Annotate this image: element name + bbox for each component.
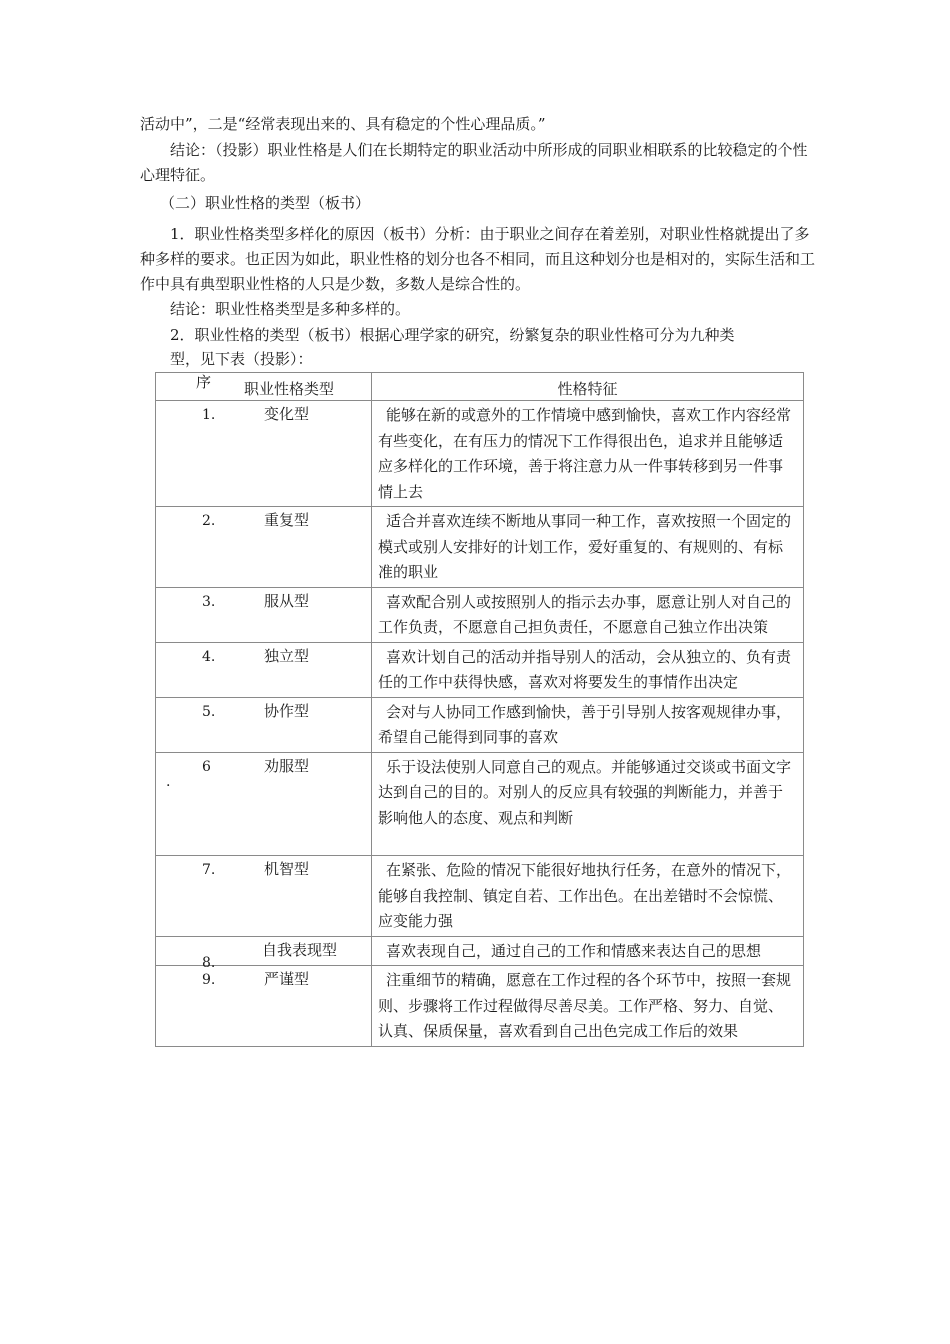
row-type: 协作型: [264, 701, 310, 720]
row-left-cell: [156, 752, 372, 856]
row-number: 9.: [202, 972, 216, 988]
paragraph-types-intro-line2: 型，见下表（投影）：: [170, 350, 313, 368]
row-trait-cell: [372, 752, 804, 856]
row-left-cell: [156, 856, 372, 937]
row-trait-cell: [372, 401, 804, 507]
paragraph-conclusion-definition: 结论：（投影）职业性格是人们在长期特定的职业活动中所形成的同职业相联系的比较稳定的个性心理特征。: [140, 141, 808, 184]
row-trait: 适合并喜欢连续不断地从事同一种工作，喜欢按照一个固定的模式或别人安排好的计划工作，爱好重复的、有规则的、有标准的职业: [378, 512, 792, 581]
row-trait: 在紧张、危险的情况下能很好地执行任务，在意外的情况下，能够自我控制、镇定自若、工作出色。在出差错时不会惊慌、应变能力强: [378, 861, 792, 930]
table-row: [156, 507, 804, 588]
row-trait-cell: [372, 856, 804, 937]
row-number: 5.: [202, 703, 216, 720]
row-trait: 乐于设法使别人同意自己的观点。并能够通过交谈或书面文字达到自己的目的。对别人的反应具有较强的判断能力，并善于影响他人的态度、观点和判断: [378, 757, 792, 827]
row-type: 重复型: [264, 511, 310, 529]
row-left-cell: [156, 401, 372, 507]
section-heading: （二）职业性格的类型（板书）: [160, 194, 371, 212]
personality-types-table: [155, 372, 804, 1047]
row-number: 7.: [202, 862, 216, 878]
row-number: 4.: [202, 648, 216, 665]
table-header-row: [156, 373, 804, 401]
row-type: 劝服型: [264, 756, 310, 775]
table-row: [156, 401, 804, 507]
row-trait-cell: [372, 966, 804, 1047]
row-trait: 喜欢配合别人或按照别人的指示去办事，愿意让别人对自己的工作负责，不愿意自己担负责任，不愿意自己独立作出决策: [378, 592, 792, 636]
row-trait-cell: [372, 587, 804, 642]
table-row: [156, 966, 804, 1047]
row-trait-cell: [372, 697, 804, 752]
table-row: [156, 642, 804, 697]
table-row: [156, 936, 804, 966]
row-type: 独立型: [264, 646, 310, 665]
row-trait: 注重细节的精确，愿意在工作过程的各个环节中，按照一套规则、步骤将工作过程做得尽善尽美。工作严格、努力、自觉、认真、保质保量，喜欢看到自己出色完成工作后的效果: [378, 971, 792, 1040]
table-row: [156, 856, 804, 937]
header-trait-cell: [372, 373, 804, 401]
row-type: 自我表现型: [262, 940, 338, 959]
row-type: 机智型: [264, 860, 310, 878]
row-number: 8.: [202, 954, 216, 971]
table-row: [156, 752, 804, 856]
row-left-cell: [156, 697, 372, 752]
row-trait-cell: [372, 936, 804, 966]
row-number: 3.: [202, 593, 216, 610]
row-left-cell: [156, 936, 372, 971]
stray-dot-mark: .: [166, 773, 171, 790]
table-row: [156, 697, 804, 752]
paragraph-diversity-reason: 1．职业性格类型多样化的原因（板书）分析：由于职业之间存在着差别，对职业性格就提出了多种多样的要求。也正因为如此，职业性格的划分也各不相同，而且这种划分也是相对的，实际生活和工作中具有典型职业性格的人只是少数，多数人是综合性的。: [140, 225, 816, 293]
header-trait: 性格特征: [557, 380, 618, 398]
row-trait-cell: [372, 642, 804, 697]
row-left-cell: [156, 642, 372, 697]
row-number: 2.: [202, 513, 216, 529]
table-row: [156, 587, 804, 642]
row-number: 6: [202, 758, 211, 775]
row-left-cell: [156, 966, 372, 1047]
row-left-cell: [156, 587, 372, 642]
paragraph-conclusion-types: 结论：职业性格类型是多种多样的。: [140, 300, 411, 318]
row-type: 变化型: [264, 405, 310, 423]
header-number: 序: [196, 373, 212, 391]
row-number: 1.: [202, 407, 216, 423]
row-type: 严谨型: [264, 970, 310, 988]
row-trait: 喜欢计划自己的活动并指导别人的活动，会从独立的、负有责任的工作中获得快感，喜欢对将要发生的事情作出决定: [378, 647, 792, 691]
paragraph-continuation: 活动中”，二是“经常表现出来的、具有稳定的个性心理品质。”: [140, 115, 546, 133]
row-trait-cell: [372, 507, 804, 588]
row-trait: 能够在新的或意外的工作情境中感到愉快，喜欢工作内容经常有些变化，在有压力的情况下工作得很出色，追求并且能够适应多样化的工作环境，善于将注意力从一件事转移到另一件事情上去: [378, 406, 792, 501]
row-trait: 喜欢表现自己，通过自己的工作和情感来表达自己的思想: [386, 941, 762, 960]
paragraph-types-intro-line1: 2．职业性格的类型（板书）根据心理学家的研究，纷繁复杂的职业性格可分为九种类: [170, 326, 735, 344]
row-left-cell: [156, 507, 372, 588]
row-type: 服从型: [264, 591, 310, 610]
header-type: 职业性格类型: [244, 380, 335, 398]
header-left-cell: [156, 373, 372, 401]
row-trait: 会对与人协同工作感到愉快，善于引导别人按客观规律办事，希望自己能得到同事的喜欢: [378, 702, 792, 746]
